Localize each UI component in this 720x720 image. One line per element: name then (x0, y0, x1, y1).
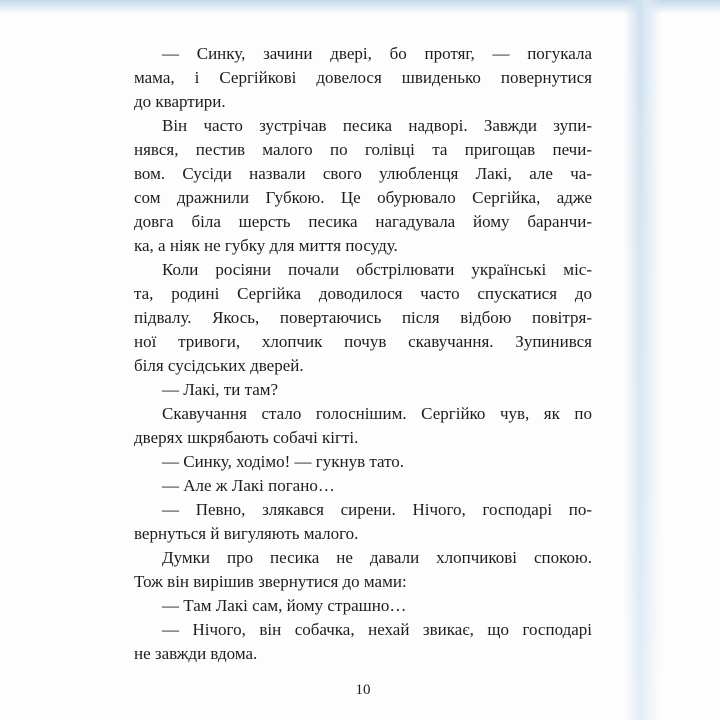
text-line: Коли росіяни почали обстрілювати українські міс- (162, 260, 592, 279)
page-edge-top-shading (0, 0, 720, 14)
text-line: та, родині Сергійка доводилося часто спускатися до (134, 284, 592, 303)
text-line: — Там Лакі сам, йому страшно… (162, 596, 407, 615)
text-line: довга біла шерсть песика нагадувала йому баранчи- (134, 212, 592, 231)
text-line: вом. Сусіди назвали свого улюбленця Лакі, але ча- (134, 164, 592, 183)
text-line: — Нічого, він собачка, нехай звикає, що господарі (162, 620, 592, 639)
page-edge-right-fade (624, 0, 662, 720)
text-line: до квартири. (134, 92, 226, 111)
text-line: — Синку, ходімо! — гукнув тато. (162, 452, 405, 471)
text-line: нявся, пестив малого по голівці та пригощав печи- (134, 140, 592, 159)
text-line: мама, і Сергійкові довелося швиденько повернутися (134, 68, 592, 87)
text-line: — Певно, злякався сирени. Нічого, господарі по- (162, 500, 592, 519)
text-line: Думки про песика не давали хлопчикові спокою. (162, 548, 592, 567)
text-line: сом дражнили Губкою. Це обурювало Сергійка, адже (134, 188, 592, 207)
text-line: вернуться й вигуляють малого. (134, 524, 359, 543)
page-number: 10 (355, 682, 371, 698)
page-text (134, 42, 592, 666)
text-line: — Але ж Лакі погано… (162, 476, 335, 495)
text-line: дверях шкрябають собачі кігті. (134, 428, 359, 447)
text-line: біля сусідських дверей. (134, 356, 304, 375)
text-line: ної тривоги, хлопчик почув скавучання. Зупинився (134, 332, 592, 351)
text-line: підвалу. Якось, повертаючись після відбою повітря- (134, 308, 592, 327)
text-line: ка, а ніяк не губку для миття посуду. (134, 236, 398, 255)
text-line: Тож він вирішив звернутися до мами: (134, 572, 407, 591)
text-line: — Лакі, ти там? (162, 380, 279, 399)
text-line: не завжди вдома. (134, 644, 258, 663)
text-line: Він часто зустрічав песика надворі. Завжди зупи- (162, 116, 592, 135)
text-line: Скавучання стало голоснішим. Сергійко чув, як по (162, 404, 592, 423)
text-line: — Синку, зачини двері, бо протяг, — погукала (162, 44, 592, 63)
page-edge-right-shading (624, 0, 662, 720)
